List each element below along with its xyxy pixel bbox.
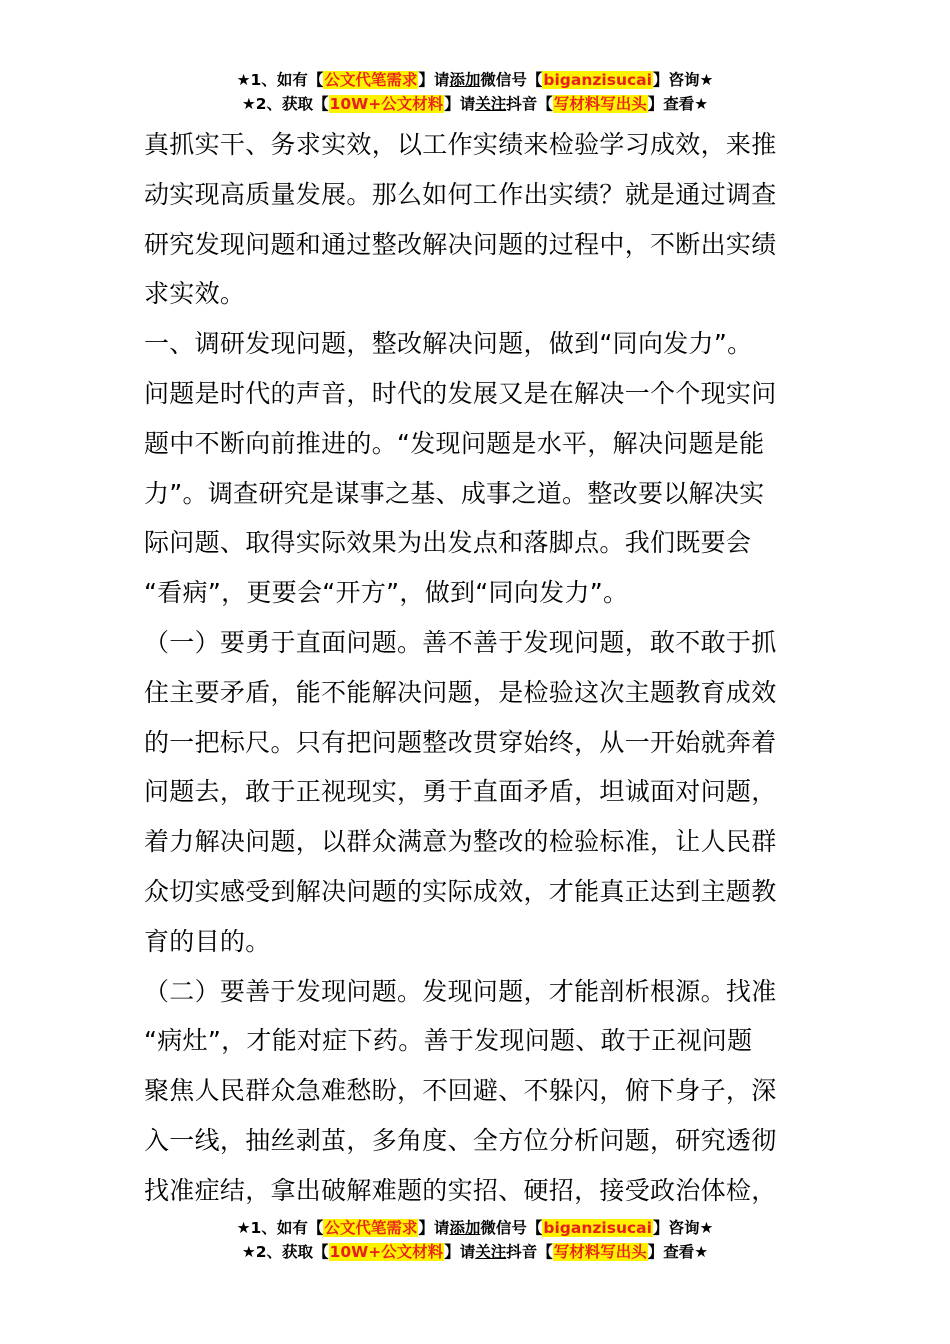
highlight-wechat-id: biganzisucai (543, 71, 652, 89)
body-line: 真抓实干、务求实效，以工作实绩来检验学习成效，来推 (144, 130, 777, 159)
footer-ad-line-2: ★2、获取【10W+公文材料】请关注抖音【写材料写出头】查看★ (241, 1243, 709, 1261)
body-line: 的一把标尺。只有把问题整改贯穿始终，从一开始就奔着 (144, 727, 777, 757)
body-line: 住主要矛盾，能不能解决问题，是检验这次主题教育成效 (144, 677, 777, 707)
body-line: 研究发现问题和通过整改解决问题的过程中，不断出实绩 (144, 229, 777, 259)
body-line: 问题是时代的声音，时代的发展又是在解决一个个现实问 (144, 378, 777, 408)
subsection-line: （一）要勇于直面问题。善不善于发现问题，敢不敢于抓 (144, 627, 777, 657)
subsection-line: （二）要善于发现问题。发现问题，才能剖析根源。找准 (144, 976, 777, 1006)
highlight-wechat-id: biganzisucai (543, 1219, 652, 1237)
highlight-materials: 10W+公文材料 (329, 95, 444, 113)
body-line: 题中不断向前推进的。“发现问题是水平，解决问题是能 (144, 428, 765, 458)
body-line: “看病”，更要会“开方”，做到“同向发力”。 (144, 578, 629, 608)
document-body (144, 120, 810, 1216)
body-line: 入一线，抽丝剥茧，多角度、全方位分析问题，研究透彻 (144, 1125, 777, 1155)
body-line: 聚焦人民群众急难愁盼，不回避、不躲闪，俯下身子，深 (144, 1076, 777, 1106)
body-line: 动实现高质量发展。那么如何工作出实绩？就是通过调查 (144, 179, 777, 209)
highlight-materials: 10W+公文材料 (329, 1243, 444, 1261)
header-ad-line-2: ★2、获取【10W+公文材料】请关注抖音【写材料写出头】查看★ (241, 95, 709, 113)
highlight-ghostwriting: 公文代笔需求 (324, 1219, 418, 1237)
highlight-douyin: 写材料写出头 (553, 1243, 647, 1261)
header-ad-line-1: ★1、如有【公文代笔需求】请添加微信号【biganzisucai】咨询★ (236, 71, 714, 89)
section-heading: 一、调研发现问题，整改解决问题，做到“同向发力”。 (144, 329, 753, 359)
body-line: 力”。调查研究是谋事之基、成事之道。整改要以解决实 (144, 478, 765, 508)
body-line: 众切实感受到解决问题的实际成效，才能真正达到主题教 (144, 876, 777, 906)
body-line: “病灶”，才能对症下药。善于发现问题、敢于正视问题 (144, 1026, 753, 1056)
body-line: 求实效。 (144, 279, 246, 309)
header-banner (0, 68, 950, 116)
footer-banner (0, 1216, 950, 1264)
body-line: 际问题、取得实际效果为出发点和落脚点。我们既要会 (144, 528, 752, 558)
body-line: 育的目的。 (144, 926, 271, 956)
highlight-ghostwriting: 公文代笔需求 (324, 71, 418, 89)
footer-ad-line-1: ★1、如有【公文代笔需求】请添加微信号【biganzisucai】咨询★ (236, 1219, 714, 1237)
body-line: 着力解决问题，以群众满意为整改的检验标准，让人民群 (144, 827, 777, 857)
body-line: 找准症结，拿出破解难题的实招、硬招，接受政治体检， (144, 1175, 777, 1205)
highlight-douyin: 写材料写出头 (553, 95, 647, 113)
body-line: 问题去，敢于正视现实，勇于直面矛盾，坦诚面对问题， (144, 777, 777, 807)
